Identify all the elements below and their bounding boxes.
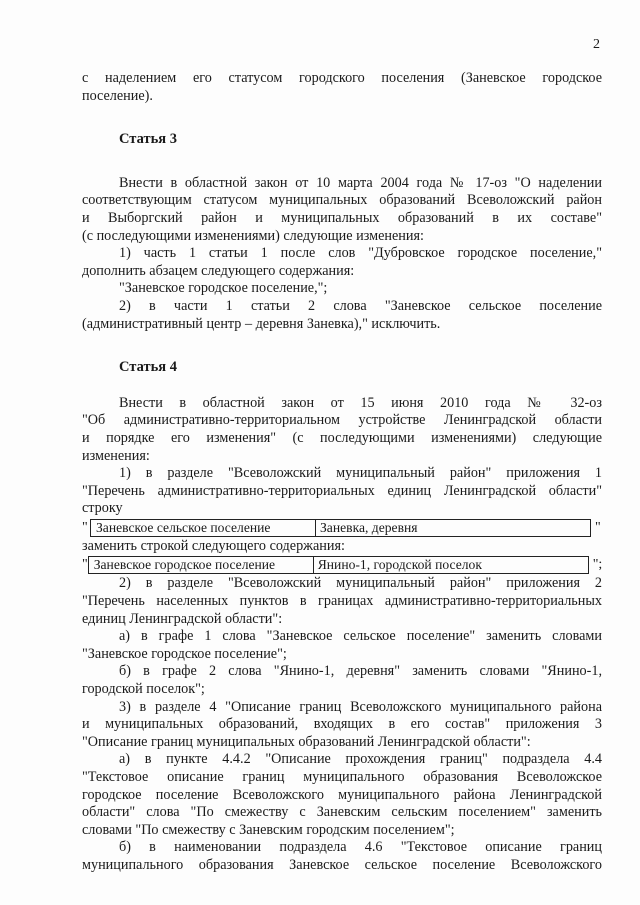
paragraph-line: "Описание границ муниципальных образований Ленинградской области": <box>82 733 531 750</box>
document-body <box>82 70 602 875</box>
paragraph-line: "Текстовое описание границ муниципального образования Всеволожское <box>82 769 602 785</box>
paragraph-line: области" слова "По смежеству с Заневским сельским поселением" заменить <box>82 804 602 821</box>
paragraph-line: и Выборгский район и муниципальных образований в их составе" <box>82 209 602 226</box>
paragraph-line: муниципального образования Заневское сельское поселение Всеволожского <box>82 856 602 873</box>
paragraph-line: соответствующим статусом муниципальных образований Всеволожский район <box>82 192 602 209</box>
table-row <box>90 519 591 537</box>
paragraph-line: строку <box>82 500 123 517</box>
table-row <box>88 556 589 574</box>
paragraph-line: 1) в разделе "Всеволожский муниципальный район" приложения 1 <box>119 465 602 482</box>
paragraph-line: (с последующими изменениями) следующие изменения: <box>82 227 424 244</box>
paragraph-line: 3) в разделе 4 "Описание границ Всеволожского муниципального района <box>119 698 602 715</box>
paragraph-line: б) в графе 2 слова "Янино-1, деревня" заменить словами "Янино-1, <box>119 663 602 680</box>
paragraph-line: Внести в областной закон от 10 марта 2004 года № 17-оз "О наделении <box>119 174 602 191</box>
paragraph-line: и порядке его изменения" (с последующими изменениями) следующие <box>82 429 602 446</box>
paragraph-line: и муниципальных образований, входящих в его состав" приложения 3 <box>82 716 602 733</box>
paragraph-line: городское поселение Всеволожского муниципального района Ленинградской <box>82 786 602 803</box>
paragraph-line: "Заневское городское поселение,"; <box>119 280 328 297</box>
paragraph-line: единиц Ленинградской области": <box>82 610 283 627</box>
paragraph-line: 1) часть 1 статьи 1 после слов "Дубровское городское поселение," <box>119 245 602 262</box>
paragraph-line: Внести в областной закон от 15 июня 2010 года № 32-оз <box>119 394 602 411</box>
paragraph-line: "Об административно-территориальном устройстве Ленинградской области <box>82 412 602 429</box>
quote-mark: "; <box>592 557 603 573</box>
old-row-table <box>82 519 602 537</box>
paragraph-line: "Перечень административно-территориальных единиц Ленинградской области" <box>82 482 602 499</box>
table-cell-settlement: Заневское городское поселение <box>89 557 314 573</box>
paragraph-line: изменения: <box>82 447 150 464</box>
paragraph-line: "Заневское городское поселение"; <box>82 645 287 662</box>
paragraph-line: а) в графе 1 слова "Заневское сельское поселение" заменить словами <box>119 628 602 645</box>
paragraph-line: 2) в части 1 статьи 2 слова "Заневское сельское поселение <box>119 297 602 314</box>
paragraph-line: городской поселок"; <box>82 681 205 698</box>
paragraph-line: поселение). <box>82 87 153 104</box>
page-number: 2 <box>593 37 600 52</box>
quote-mark: " <box>82 519 88 535</box>
quote-mark: " <box>595 519 601 535</box>
article-3-heading: Статья 3 <box>119 131 177 148</box>
paragraph-line: (административный центр – деревня Заневка)," исключить. <box>82 315 441 332</box>
article-4-heading: Статья 4 <box>119 359 177 376</box>
paragraph-line: 2) в разделе "Всеволожский муниципальный район" приложения 2 <box>119 575 602 592</box>
paragraph-line: "Перечень населенных пунктов в границах административно-территориальных <box>82 593 602 610</box>
new-row-table <box>82 556 602 574</box>
table-cell-settlement: Заневское сельское поселение <box>91 520 316 536</box>
paragraph-line: с наделением его статусом городского поселения (Заневское городское <box>82 70 602 86</box>
table-cell-center: Заневка, деревня <box>320 519 418 535</box>
paragraph-line: дополнить абзацем следующего содержания: <box>82 262 355 279</box>
table-cell-center: Янино-1, городской поселок <box>317 557 482 573</box>
paragraph-line: словами "По смежеству с Заневским городским поселением"; <box>82 821 455 838</box>
quote-mark: " <box>82 557 88 573</box>
paragraph-line: б) в наименовании подраздела 4.6 "Текстовое описание границ <box>119 839 602 856</box>
paragraph-line: заменить строкой следующего содержания: <box>82 537 345 554</box>
paragraph-line: а) в пункте 4.4.2 "Описание прохождения границ" подраздела 4.4 <box>119 751 602 768</box>
